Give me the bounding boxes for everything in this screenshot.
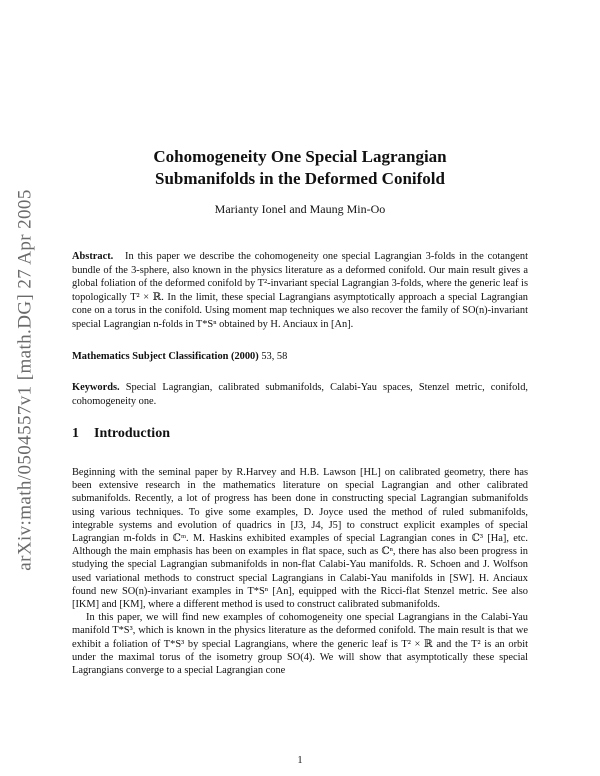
section-title: Introduction — [94, 426, 170, 441]
paragraph: Beginning with the seminal paper by R.Harvey and H.B. Lawson [HL] on calibrated geometry, there has been extensive research in the mathematics literature on special Lagrangian and other calibrated submanifolds. Recently, a lot of progress has been done in constructing special Lagrangian submanifolds using various techniques. To give some examples, D. Joyce used the method of ruled submanifolds, integrable systems and evolution of quadrics in [J3, J4, J5] to construct explicit examples of special Lagrangian m-folds in ℂᵐ. M. Haskins exhibited examples of special Lagrangian cones in ℂ³ [Ha], etc. Although the main emphasis has been on examples in flat space, such as ℂⁿ, there has also been progress in studying the special Lagrangian submanifolds in non-flat Calabi-Yau manifolds. R. Schoen and J. Wolfson used variational methods to construct special Lagrangians in Calabi-Yau manifolds in [SW]. H. Anciaux found new SO(n)-invariant examples in T*Sⁿ [An], equipped with the Ricci-flat Stenzel metric. See also [IKM] and [KM], where a different method is used to construct calibrated submanifolds. — [72, 467, 528, 611]
introduction-body — [72, 466, 528, 677]
page-number: 1 — [297, 755, 303, 766]
paper-title-line-1: Cohomogeneity One Special Lagrangian — [153, 147, 447, 166]
paper-title-line-2: Submanifolds in the Deformed Conifold — [155, 169, 445, 188]
abstract — [72, 250, 528, 331]
msc — [72, 350, 528, 364]
keywords-label: Keywords. — [72, 382, 120, 393]
authors: Marianty Ionel and Maung Min-Oo — [214, 202, 386, 216]
section-heading — [72, 426, 170, 442]
paragraph: In this paper, we will find new examples of cohomogeneity one special Lagrangians in the Calabi-Yau manifold T*S³, which is known in the physics literature as the deformed conifold. The main result is that we exhibit a foliation of T*S³ by special Lagrangians, where the generic leaf is T² × ℝ and the T² is an orbit under the maximal torus of the isometry group SO(4). We will show that asymptotically these special Lagrangians converge to a special Lagrangian cone — [72, 612, 528, 677]
abstract-label: Abstract. — [72, 251, 114, 262]
keywords-text: Special Lagrangian, calibrated submanifolds, Calabi-Yau spaces, Stenzel metric, conifold, cohomogeneity one. — [72, 382, 528, 407]
section-number: 1 — [72, 426, 79, 441]
keywords — [72, 381, 528, 408]
arxiv-sidebar — [6, 120, 46, 640]
abstract-text: In this paper we describe the cohomogeneity one special Lagrangian 3-folds in the cotangent bundle of the 3-sphere, also known in the physics literature as a deformed conifold. Our main result gives a global foliation of the deformed conifold by T²-invariant special Lagrangian 3-folds, where the generic leaf is topologically T² × ℝ. In the limit, these special Lagrangians asymptotically approach a special Lagrangian cone on a torus in the conifold. Using moment map techniques we also recover the family of SO(n)-invariant special Lagrangian n-folds in T*Sⁿ obtained by H. Anciaux in [An]. — [72, 251, 528, 330]
msc-label: Mathematics Subject Classification (2000) — [72, 351, 259, 362]
arxiv-identifier: arXiv:math/0504557v1 [math.DG] 27 Apr 2005 — [15, 189, 37, 571]
msc-value: 53, 58 — [261, 351, 288, 362]
